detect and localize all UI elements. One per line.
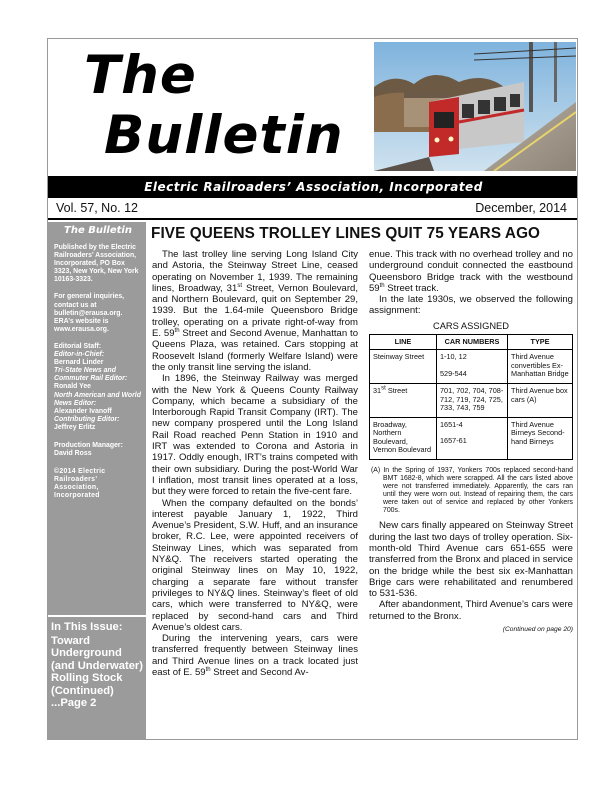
cars-assigned-table bbox=[369, 334, 573, 460]
table-header: LINE bbox=[370, 335, 437, 350]
paragraph: In 1896, the Steinway Railway was merged with the New York & Queens County Railway Company, which became a subsidiary of the Interborough Rapid Transit Company (IRT). The new company prospered until the Long Island Rail Road reached Penn Station in 1910 and IRT was extended to Corona and Astoria in 1917. Oddly enough, IRT’s trains competed with their own subsidiary. During the post-World War I inflation, most transit lines operated at a loss, but they were forced to retain the five-cent fare. bbox=[152, 373, 358, 498]
table-header: TYPE bbox=[508, 335, 573, 350]
table-cell: 1651-4 1657-61 bbox=[436, 418, 507, 460]
paragraph: enue. This track with no overhead trolley and no underground conduit connected the eastbound Queensboro Bridge track with the westbound 59th Street track. bbox=[369, 249, 573, 294]
table-cell: Third Avenue Birneys Second-hand Birneys bbox=[508, 418, 573, 460]
table-header: CAR NUMBERS bbox=[436, 335, 507, 350]
article-column-2 bbox=[369, 249, 573, 635]
editorial-staff bbox=[54, 343, 142, 432]
staff-heading: Editorial Staff: bbox=[54, 342, 102, 350]
table-header-row bbox=[370, 335, 573, 350]
in-this-issue bbox=[48, 615, 146, 710]
paragraph: When the company defaulted on the bonds’ interest payable January 1, 1922, Third Avenue’s President, S.W. Huff, and an insurance broker, R.C. Lee, were appointed receivers of Steinway Lines, which was separated from NY&Q. The receivers started operating the original Steinway lines on May 10, 1922, charging a separate fare without transfer privileges to NY&Q lines. Steinway’s fleet of old cars, which were transferred to NY&Q, were replaced by second-hand cars and Third Avenue’s oldest cars. bbox=[152, 497, 358, 633]
article-headline: FIVE QUEENS TROLLEY LINES QUIT 75 YEARS AGO bbox=[151, 225, 541, 242]
table-cell: Broadway, Northern Boulevard, Vernon Boulevard bbox=[370, 418, 437, 460]
staff-name: Jeffrey Erlitz bbox=[54, 423, 96, 431]
volume-number: Vol. 57, No. 12 bbox=[56, 201, 139, 215]
title-bulletin: Bulletin bbox=[104, 105, 344, 166]
masthead bbox=[48, 39, 578, 176]
sidebar-title: The Bulletin bbox=[64, 225, 132, 236]
newsletter-page bbox=[47, 38, 578, 740]
table-cell: Steinway Street bbox=[370, 350, 437, 384]
paragraph: New cars finally appeared on Steinway Street during the last two days of trolley operation. Six-month-old Third Avenue cars 651-655 were transferred from the Bronx and placed in service on the bridge while the best six ex-Manhattan Brige cars were rehabilitated and renumbered to 531-536. bbox=[369, 520, 573, 600]
issue-row bbox=[48, 198, 578, 220]
table-footnote: (A) In the Spring of 1937, Yonkers 700s replaced second-hand BMT 1682-8, which were scrapped. All the cars listed above were not transferred immediately. Apparently, the cars ran until they were worn out. Instead of repairing them, the cars were taken out of service and replaced by other Yonkers 700s. bbox=[371, 467, 573, 515]
title-the: The bbox=[84, 45, 197, 106]
staff-role: North American and World News Editor: bbox=[54, 391, 141, 407]
in-this-issue-link[interactable]: Toward Underground (and Underwater) Rolling Stock (Continued) ...Page 2 bbox=[51, 634, 143, 709]
table-row bbox=[370, 418, 573, 460]
paragraph: During the intervening years, cars were transferred frequently between Steinway lines and Third Avenue lines on a track located just east of E. 59th Street and Second Av- bbox=[152, 633, 358, 678]
paragraph: After abandonment, Third Avenue’s cars were returned to the Bronx. bbox=[369, 599, 573, 622]
staff-role: Contributing Editor: bbox=[54, 415, 120, 423]
production-name: David Ross bbox=[54, 450, 92, 458]
staff-role: Editor-in-Chief: bbox=[54, 351, 105, 359]
table-cell: 31st Street bbox=[370, 384, 437, 418]
association-banner: Electric Railroaders’ Association, Incorporated bbox=[48, 176, 578, 198]
continued-note: (Continued on page 20) bbox=[502, 626, 573, 634]
table-row bbox=[370, 384, 573, 418]
staff-name: Alexander Ivanoff bbox=[54, 407, 112, 415]
production-role: Production Manager: bbox=[54, 441, 123, 449]
issue-date: December, 2014 bbox=[475, 201, 567, 215]
train-photo bbox=[374, 42, 576, 171]
production-info bbox=[54, 442, 142, 458]
sidebar bbox=[48, 222, 146, 740]
table-title: CARS ASSIGNED bbox=[433, 320, 509, 331]
table-cell: 1-10, 12 529-544 bbox=[436, 350, 507, 384]
table-row bbox=[370, 350, 573, 384]
table-cell: 701, 702, 704, 708-712, 719, 724, 725, 733, 743, 759 bbox=[436, 384, 507, 418]
staff-role: Tri-State News and Commuter Rail Editor: bbox=[54, 367, 128, 383]
staff-name: Bernard Linder bbox=[54, 359, 104, 367]
paragraph: In the late 1930s, we observed the following assignment: bbox=[369, 294, 573, 317]
copyright: ©2014 Electric Railroaders’ Association, Incorporated bbox=[54, 468, 106, 500]
train-photo-illustration bbox=[374, 42, 576, 171]
in-this-issue-heading: In This Issue: bbox=[51, 621, 123, 633]
table-cell: Third Avenue convertibles Ex-Manhattan Bridge bbox=[508, 350, 573, 384]
staff-name: Ronald Yee bbox=[54, 383, 92, 391]
article-column-1 bbox=[152, 249, 358, 678]
table-cell: Third Avenue box cars (A) bbox=[508, 384, 573, 418]
paragraph: The last trolley line serving Long Island City and Astoria, the Steinway Street Line, ceased operating on November 1, 1939. The remaining lines, Broadway, 31st Street, Vernon Boulevard, and Northern Boulevard, quit on September 29, 1939. But the 1.64-mile Queensboro Bridge trolley, operating on a private right-of-way from E. 59th Street and Second Avenue, Manhattan to Queens Plaza, was retained. Cars stopping at Roosevelt Island (formerly Welfare Island) were the only transit line serving the island. bbox=[152, 249, 359, 373]
inquiries-info: For general inquiries, contact us at bulletin@erausa.org. ERA’s website is www.erausa.org. bbox=[54, 293, 125, 333]
publisher-info: Published by the Electric Railroaders’ Association, Incorporated, PO Box 3323, New York, New York 10163-3323. bbox=[54, 244, 139, 284]
